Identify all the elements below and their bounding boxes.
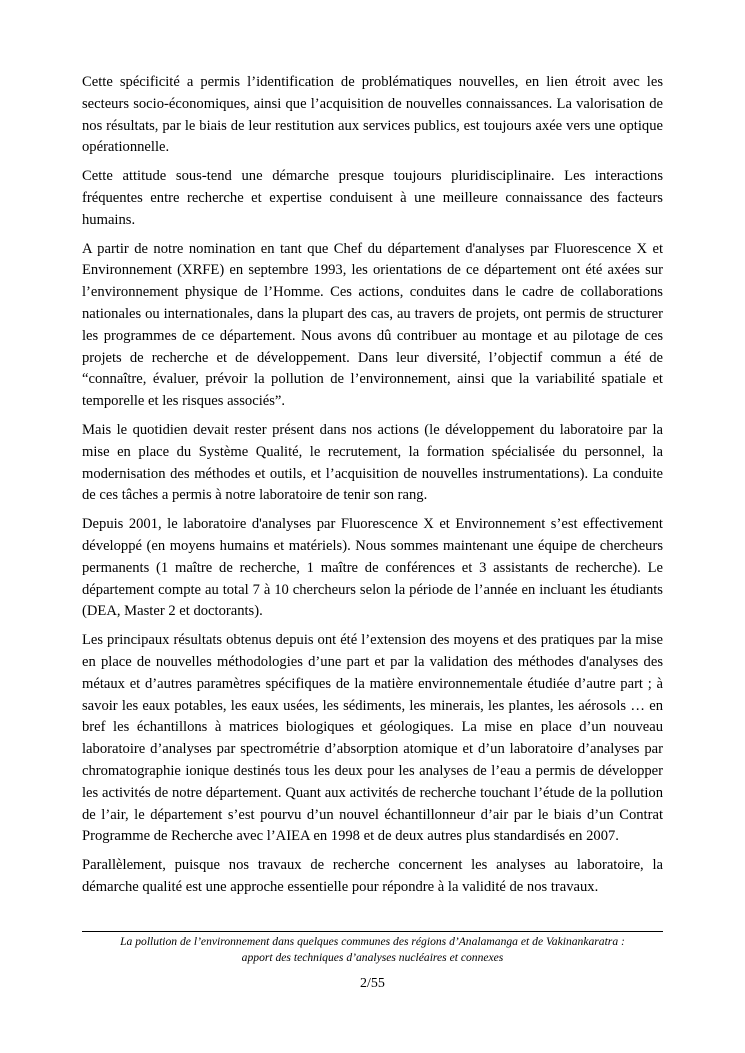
paragraph: Cette spécificité a permis l’identification de problématiques nouvelles, en lien étroit avec les secteurs socio-économiques, ainsi que l’acquisition de nouvelles connaissances. La valorisation de nos résultats, par le biais de leur restitution aux services publics, est toujours axée vers une optique opérationnelle. xyxy=(82,74,663,156)
footer-line-1: La pollution de l’environnement dans quelques communes des régions d’Analamanga et de Vakinankaratra : xyxy=(120,935,625,948)
page-number: 2/55 xyxy=(360,976,385,991)
document-body xyxy=(82,72,663,906)
paragraph: Cette attitude sous-tend une démarche presque toujours pluridisciplinaire. Les interactions fréquentes entre recherche et expertise conduisent à une meilleure connaissance des facteurs humains. xyxy=(82,168,663,228)
paragraph: A partir de notre nomination en tant que Chef du département d'analyses par Fluorescence X et Environnement (XRFE) en septembre 1993, les orientations de ce département ont été axées sur l’environnement physique de l’Homme. Ces actions, conduites dans le cadre de collaborations nationales ou internationales, dans la plupart des cas, au travers de projets, ont permis de structurer les programmes de ce département. Nous avons dû contribuer au montage et au pilotage de ces projets de recherche et de développement. Dans leur diversité, l’objectif commun a été de “connaître, évaluer, prévoir la pollution de l’environnement, ainsi que la variabilité spatiale et temporelle et les risques associés”. xyxy=(82,240,663,410)
footer-line-2: apport des techniques d’analyses nucléaires et connexes xyxy=(241,950,504,964)
paragraph: Les principaux résultats obtenus depuis ont été l’extension des moyens et des pratiques par la mise en place de nouvelles méthodologies d’une part et par la validation des méthodes d'analyses des métaux et d’autres paramètres spécifiques de la matière environnementale étudiée d’autre part ; à savoir les eaux potables, les eaux usées, les sédiments, les minerais, les plantes, les aérosols … en bref les échantillons à matrices biologiques et géologiques. La mise en place d’un nouveau laboratoire d’analyses par spectrométrie d’absorption atomique et d’un laboratoire d’analyses par chromatographie ionique destinés tous les deux pour les analyses de l’eau a permis de développer les activités de notre département. Quant aux activités de recherche touchant l’étude de la pollution de l’air, le département s’est pourvu d’un nouvel échantillonneur d’air par le biais d’un Contrat Programme de Recherche avec l’AIEA en 1998 et de deux autres plus standardisés en 2007. xyxy=(82,632,663,845)
paragraph: Depuis 2001, le laboratoire d'analyses par Fluorescence X et Environnement s’est effectivement développé (en moyens humains et matériels). Nous sommes maintenant une équipe de chercheurs permanents (1 maître de recherche, 1 maître de conférences et 3 assistants de recherche). Le département compte au total 7 à 10 chercheurs selon la période de l’année en incluant les étudiants (DEA, Master 2 et doctorants). xyxy=(82,516,663,620)
paragraph: Mais le quotidien devait rester présent dans nos actions (le développement du laboratoire par la mise en place du Système Qualité, le recrutement, la formation spécialisée du personnel, la modernisation des méthodes et outils, et l’acquisition de nouvelles instrumentations). La conduite de ces tâches a permis à notre laboratoire de tenir son rang. xyxy=(82,421,663,504)
running-footer xyxy=(82,934,663,965)
footer-divider xyxy=(82,931,663,932)
paragraph: Parallèlement, puisque nos travaux de recherche concernent les analyses au laboratoire, la démarche qualité est une approche essentielle pour répondre à la validité de nos travaux. xyxy=(82,857,663,895)
